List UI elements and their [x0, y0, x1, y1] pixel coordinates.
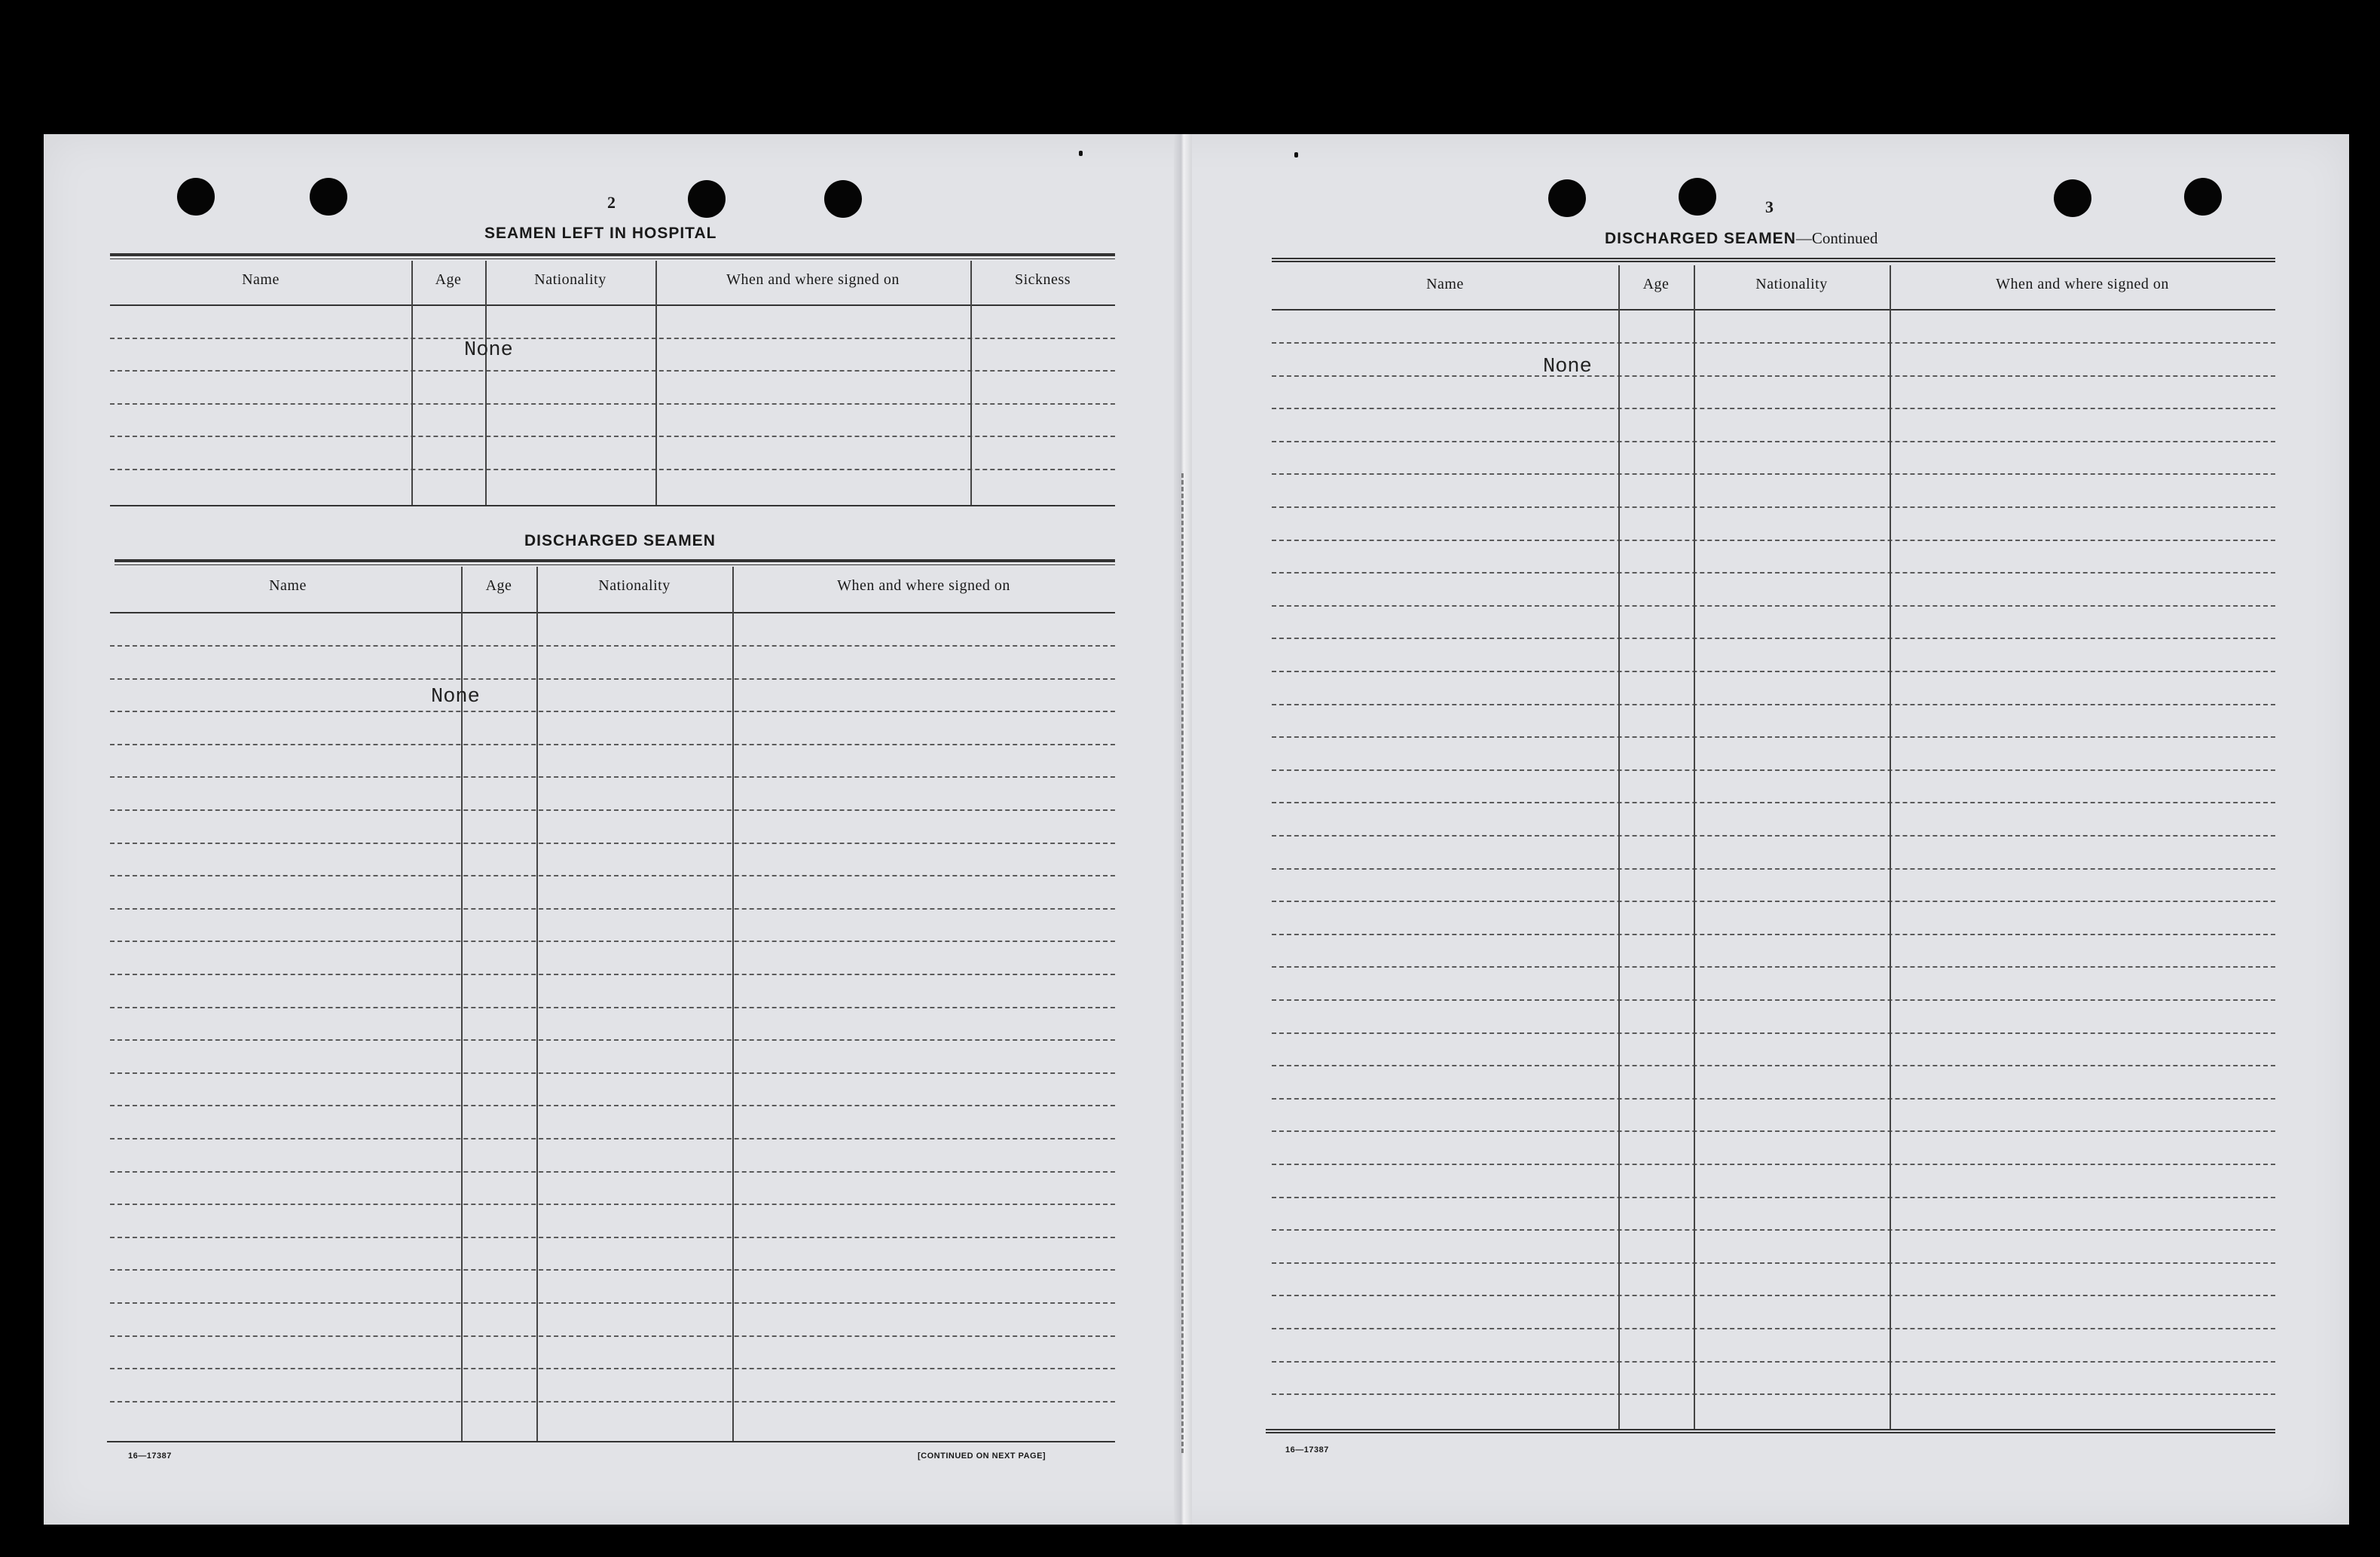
form-row-line — [1272, 540, 2275, 541]
binder-hole — [824, 180, 862, 218]
column-divider — [970, 261, 972, 505]
form-row-line — [110, 941, 1115, 942]
column-divider — [485, 261, 487, 505]
column-divider — [655, 261, 657, 505]
form-row-line — [110, 908, 1115, 910]
right-title-continued: —Continued — [1795, 229, 1878, 247]
form-row-line — [110, 1007, 1115, 1008]
header-underline — [110, 612, 1115, 613]
form-row-line — [110, 1368, 1115, 1369]
form-row-line — [1272, 1130, 2275, 1132]
right-bottom-rule — [1266, 1429, 2275, 1433]
hospital-top-rule — [110, 253, 1115, 259]
document-sheet — [44, 134, 2349, 1525]
form-row-line — [1272, 966, 2275, 968]
col-name: Name — [1426, 276, 1464, 292]
form-row-line — [1272, 572, 2275, 574]
form-row-line — [110, 1039, 1115, 1041]
discharged-entry-none: None — [431, 686, 480, 708]
form-row-line — [1272, 1164, 2275, 1165]
form-row-line — [1272, 1262, 2275, 1264]
hospital-section-title: SEAMEN LEFT IN HOSPITAL — [484, 225, 717, 242]
col-age: Age — [485, 577, 512, 594]
page-number-left: 2 — [607, 193, 616, 212]
header-underline — [1272, 309, 2275, 310]
col-sickness: Sickness — [1015, 271, 1071, 288]
col-when-where: When and where signed on — [726, 271, 900, 288]
form-row-line — [110, 1171, 1115, 1173]
form-row-line — [110, 1204, 1115, 1205]
form-number-right: 16—17387 — [1285, 1445, 1329, 1455]
form-row-line — [110, 776, 1115, 778]
form-row-line — [1272, 473, 2275, 475]
fold-crease — [1181, 473, 1186, 1453]
form-row-line — [110, 1072, 1115, 1074]
form-row-line — [1272, 1361, 2275, 1363]
header-underline — [110, 304, 1115, 306]
column-divider — [1694, 265, 1695, 1429]
form-row-line — [1272, 671, 2275, 672]
column-divider — [1890, 265, 1891, 1429]
right-title-main: DISCHARGED SEAMEN — [1605, 230, 1796, 247]
binder-hole — [310, 178, 347, 216]
form-row-line — [1272, 999, 2275, 1001]
form-row-line — [110, 469, 1115, 470]
discharged-bottom-rule — [107, 1441, 1115, 1442]
col-name: Name — [269, 577, 307, 594]
right-top-rule — [1272, 258, 2275, 262]
column-divider — [1618, 265, 1620, 1429]
binder-hole — [1679, 178, 1716, 216]
form-row-line — [110, 875, 1115, 876]
form-row-line — [1272, 704, 2275, 705]
form-row-line — [110, 974, 1115, 975]
col-age: Age — [435, 271, 462, 288]
form-row-line — [1272, 868, 2275, 870]
col-when-where: When and where signed on — [837, 577, 1010, 594]
form-row-line — [110, 645, 1115, 647]
form-row-line — [1272, 1197, 2275, 1198]
binder-hole — [2054, 179, 2091, 217]
form-row-line — [110, 1138, 1115, 1139]
form-row-line — [110, 338, 1115, 339]
right-entry-none: None — [1543, 356, 1592, 378]
col-nationality: Nationality — [1755, 276, 1828, 292]
form-row-line — [1272, 638, 2275, 639]
binder-hole — [177, 178, 215, 216]
form-row-line — [1272, 506, 2275, 508]
right-section-title — [1605, 229, 1877, 248]
col-when-where: When and where signed on — [1996, 276, 2169, 292]
col-age: Age — [1642, 276, 1670, 292]
form-row-line — [1272, 342, 2275, 344]
discharged-top-rule — [115, 559, 1115, 565]
discharged-section-title: DISCHARGED SEAMEN — [524, 532, 716, 549]
binder-hole — [688, 180, 726, 218]
form-row-line — [110, 809, 1115, 811]
column-divider — [732, 567, 734, 1441]
form-row-line — [110, 436, 1115, 437]
form-row-line — [1272, 375, 2275, 377]
form-row-line — [1272, 736, 2275, 738]
binder-hole — [1548, 179, 1586, 217]
form-row-line — [1272, 1328, 2275, 1329]
continued-note: [CONTINUED ON NEXT PAGE] — [918, 1451, 1046, 1461]
form-row-line — [1272, 835, 2275, 837]
form-row-line — [110, 843, 1115, 844]
form-row-line — [110, 1302, 1115, 1304]
hospital-bottom-rule — [110, 505, 1115, 506]
form-row-line — [110, 1401, 1115, 1403]
form-row-line — [1272, 605, 2275, 607]
ink-speck — [1079, 151, 1083, 156]
form-row-line — [1272, 1229, 2275, 1231]
form-row-line — [1272, 1295, 2275, 1296]
ink-speck — [1294, 152, 1298, 158]
form-row-line — [110, 678, 1115, 680]
form-row-line — [1272, 1098, 2275, 1100]
form-row-line — [1272, 901, 2275, 902]
form-row-line — [1272, 934, 2275, 935]
form-row-line — [110, 1105, 1115, 1106]
form-row-line — [110, 1335, 1115, 1337]
form-number-left: 16—17387 — [128, 1451, 172, 1461]
col-nationality: Nationality — [534, 271, 606, 288]
form-row-line — [110, 1269, 1115, 1271]
binder-hole — [2184, 178, 2222, 216]
form-row-line — [1272, 1032, 2275, 1034]
form-row-line — [1272, 408, 2275, 409]
form-row-line — [1272, 441, 2275, 442]
column-divider — [536, 567, 538, 1441]
form-row-line — [110, 711, 1115, 712]
hospital-entry-none: None — [464, 339, 513, 362]
form-row-line — [110, 1237, 1115, 1238]
form-row-line — [110, 744, 1115, 745]
form-row-line — [1272, 802, 2275, 803]
form-row-line — [1272, 1065, 2275, 1066]
column-divider — [411, 261, 413, 505]
page-number-right: 3 — [1765, 197, 1774, 216]
form-row-line — [110, 403, 1115, 405]
form-row-line — [1272, 769, 2275, 771]
col-nationality: Nationality — [598, 577, 671, 594]
col-name: Name — [242, 271, 280, 288]
form-row-line — [1272, 1393, 2275, 1395]
form-row-line — [110, 370, 1115, 372]
